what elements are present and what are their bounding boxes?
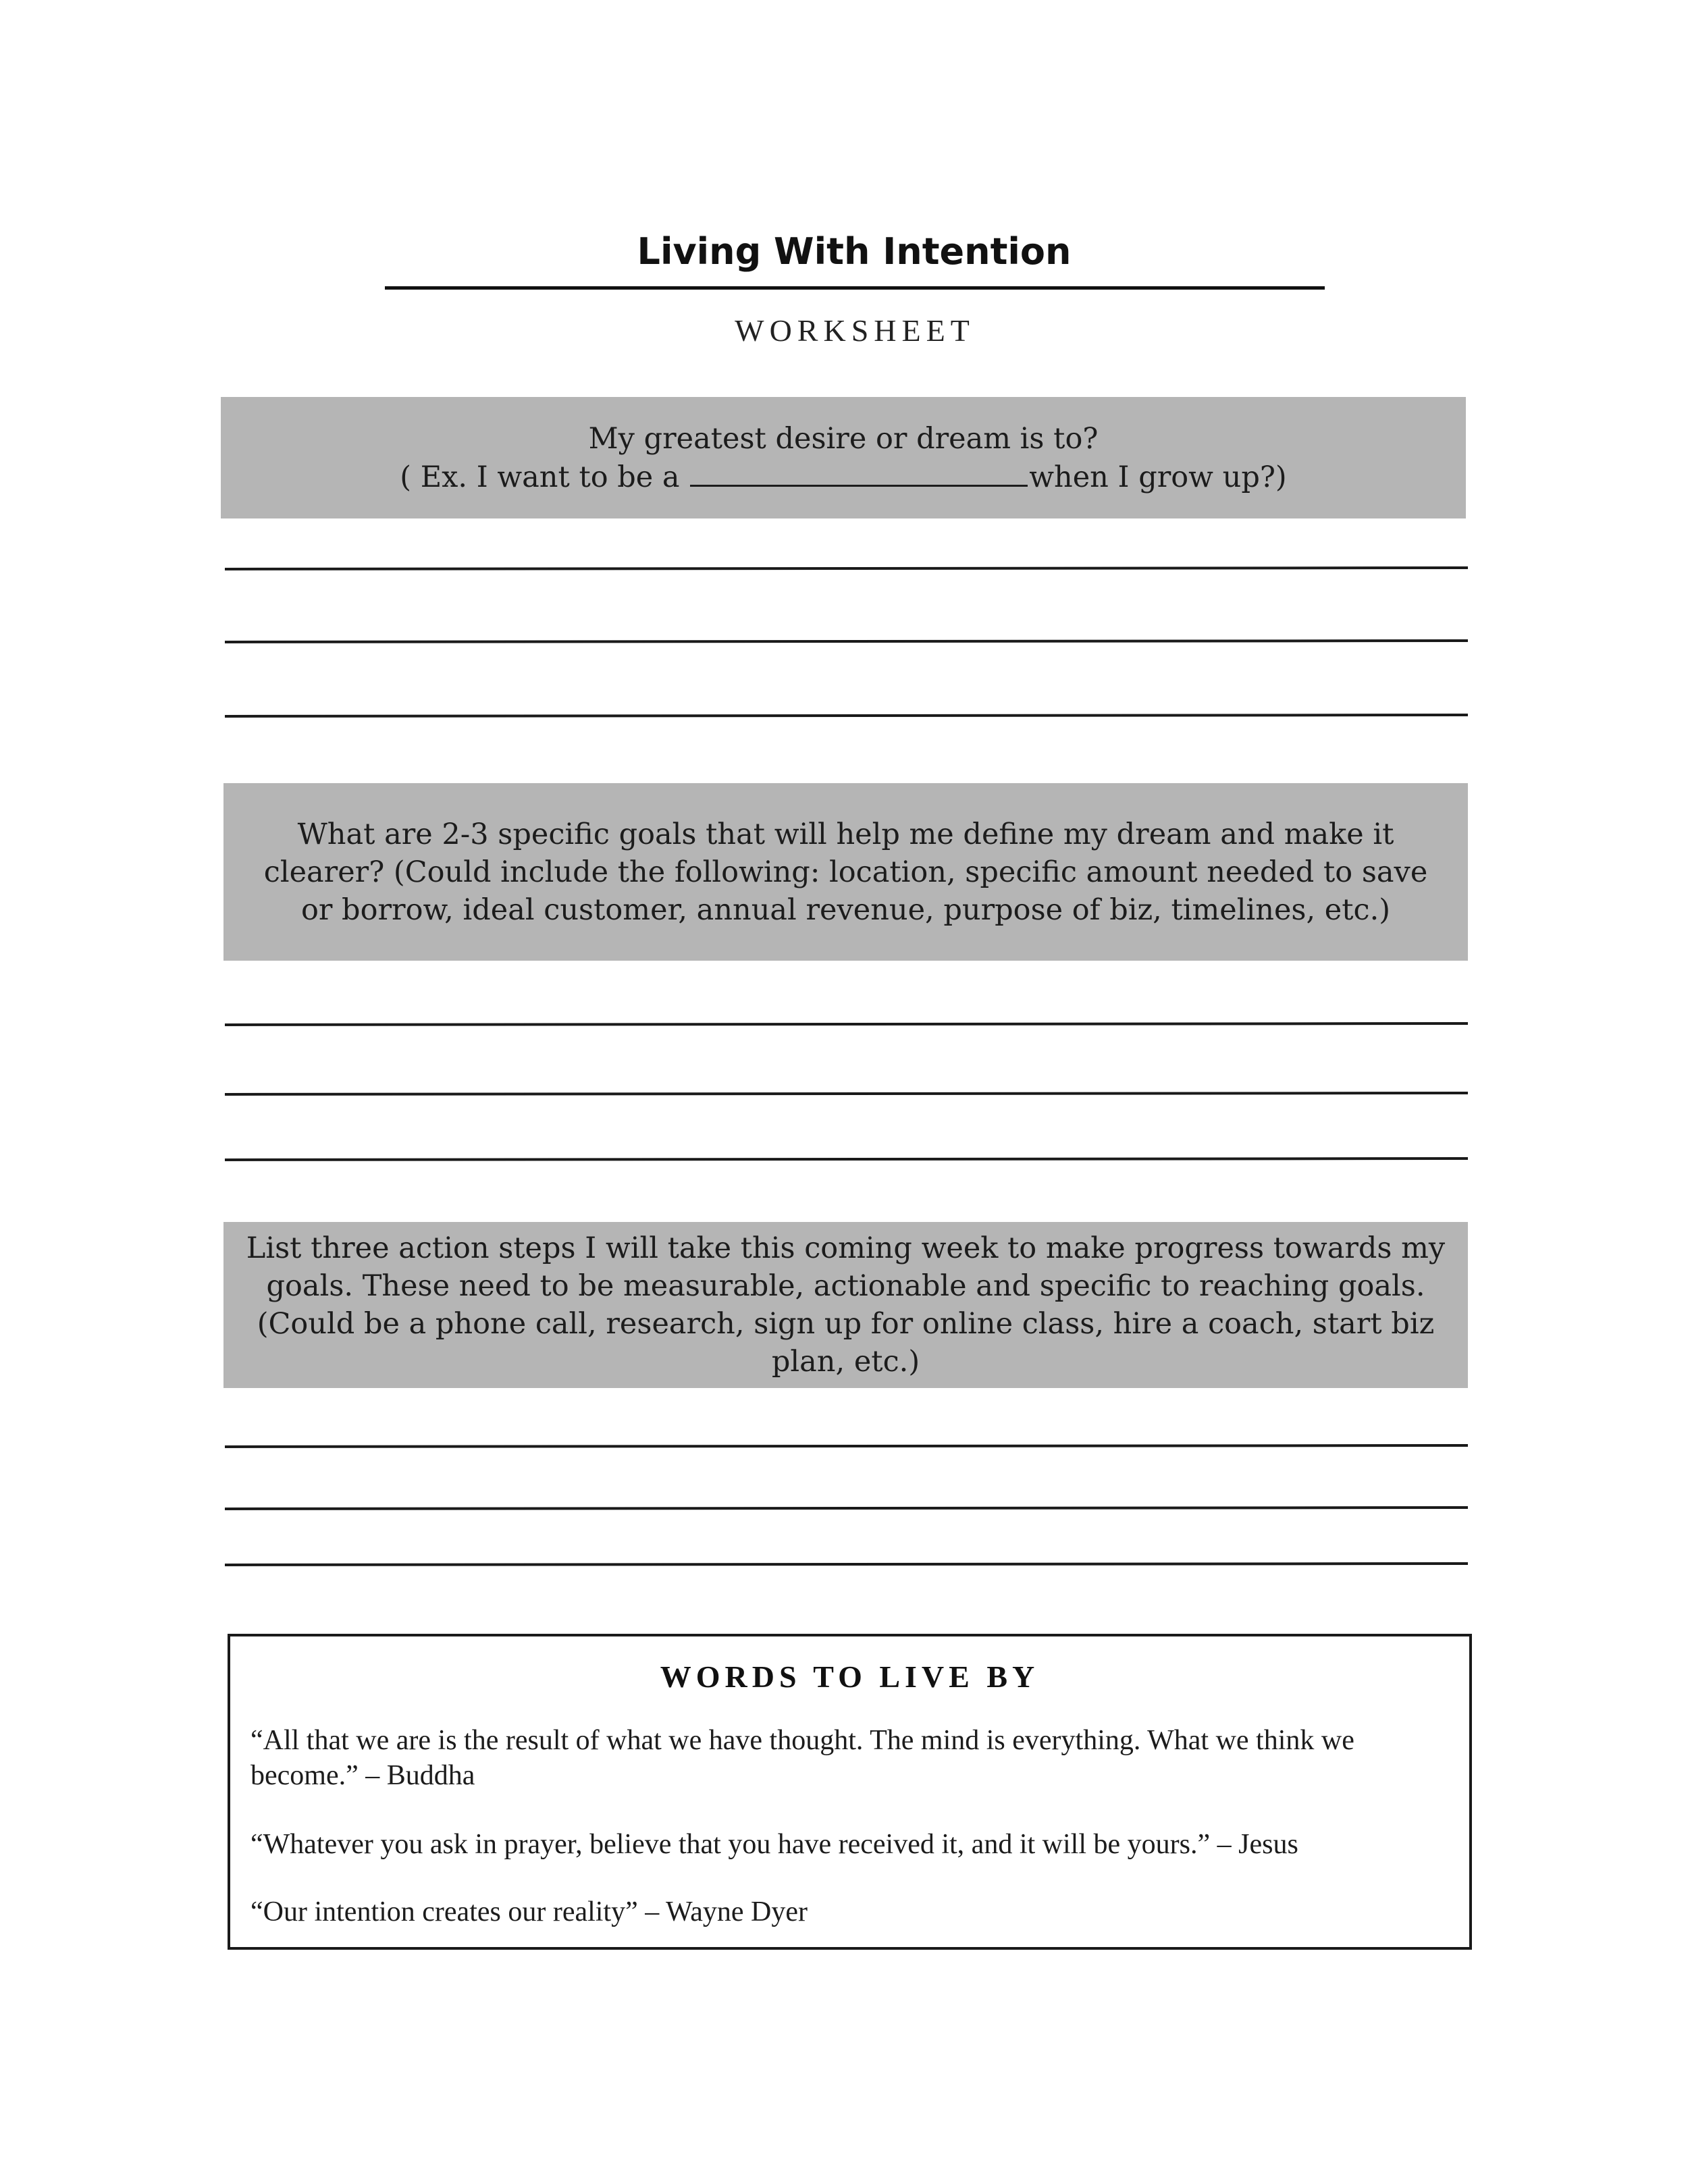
prompt-dream-line2-end: when I grow up?) <box>1029 460 1287 494</box>
writing-line[interactable] <box>225 1562 1468 1566</box>
writing-line[interactable] <box>225 1444 1468 1448</box>
writing-line[interactable] <box>225 639 1468 643</box>
prompt-dream-line2 <box>241 458 1446 496</box>
prompt-dream-line2-start: ( Ex. I want to be a <box>400 460 689 494</box>
quote-wayne-dyer: “Our intention creates our reality” – Wayne Dyer <box>250 1896 808 1927</box>
prompt-goals-text: What are 2-3 specific goals that will help me define my dream and make it clearer? (Could include the following: location, specific amount needed to save or borrow, ideal customer, annual revenue, purpose of biz, timelines, etc.) <box>263 817 1428 927</box>
writing-line[interactable] <box>225 714 1468 718</box>
writing-line[interactable] <box>225 1157 1468 1161</box>
page-subtitle: WORKSHEET <box>735 313 975 348</box>
fill-in-blank <box>690 458 1028 487</box>
prompt-dream <box>221 397 1466 518</box>
writing-line[interactable] <box>225 566 1468 570</box>
words-to-live-by-box <box>228 1634 1472 1950</box>
writing-line[interactable] <box>225 1022 1468 1026</box>
prompt-dream-line1: My greatest desire or dream is to? <box>588 421 1099 456</box>
quotes-heading: WORDS TO LIVE BY <box>660 1659 1040 1694</box>
writing-line[interactable] <box>225 1506 1468 1510</box>
writing-line[interactable] <box>225 1092 1468 1096</box>
quote-jesus: “Whatever you ask in prayer, believe that you have received it, and it will be yours.” – Jesus <box>250 1829 1298 1860</box>
title-underline <box>385 286 1325 290</box>
prompt-action-steps-text: List three action steps I will take this coming week to make progress towards my goals. These need to be measurable, actionable and specific to reaching goals. (Could be a phone call, research, sign up for online class, hire a coach, start biz plan, etc.) <box>246 1231 1446 1379</box>
page-title: Living With Intention <box>637 230 1072 273</box>
prompt-goals <box>223 783 1468 961</box>
prompt-action-steps <box>223 1222 1468 1388</box>
quote-buddha: “All that we are is the result of what we have thought. The mind is everything. What we think we become.” – Buddha <box>250 1725 1354 1791</box>
